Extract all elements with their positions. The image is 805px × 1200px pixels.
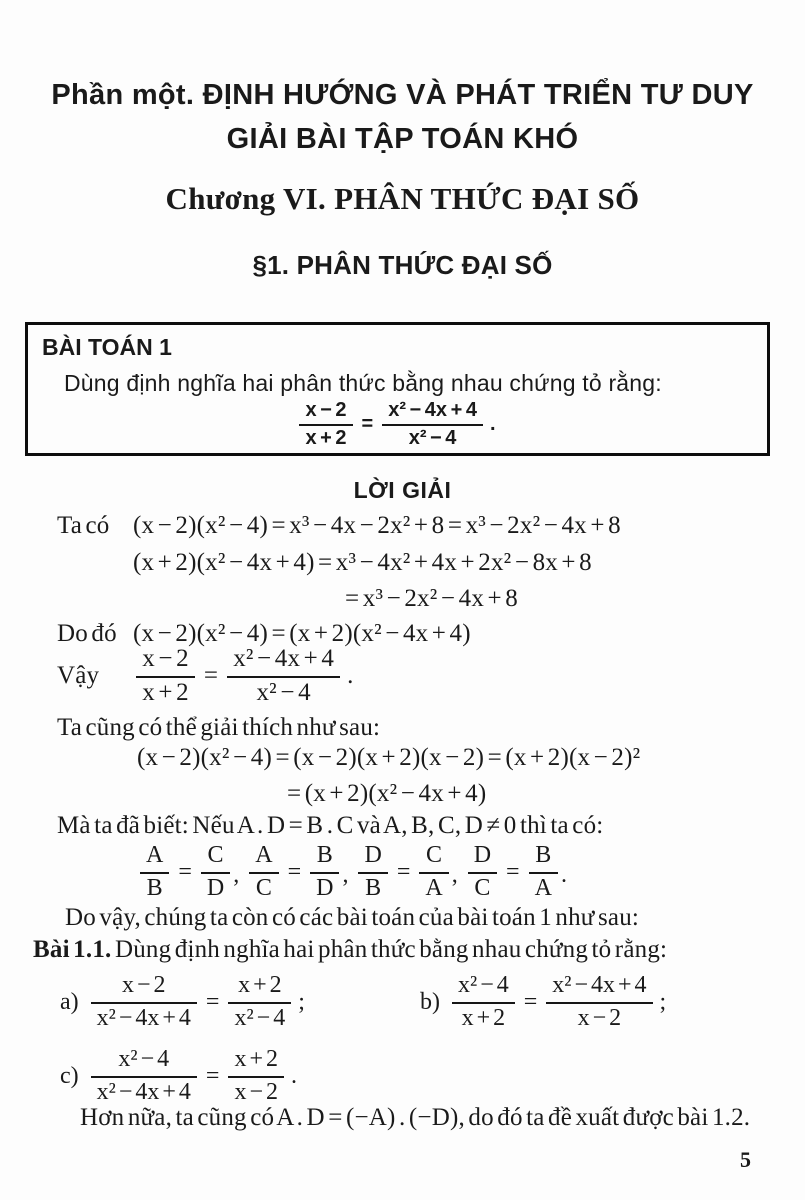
problem-box <box>25 322 770 456</box>
problem-box-title: BÀI TOÁN 1 <box>42 334 172 360</box>
fraction-numerator: x² − 4x + 4 <box>546 972 652 1004</box>
fraction <box>310 842 339 902</box>
fraction-numerator: x − 2 <box>299 399 352 426</box>
exercise-1-1-line <box>33 936 667 964</box>
solution-line8: = (x + 2)(x² − 4x + 4) <box>287 780 487 807</box>
solution-line2: (x + 2)(x² − 4x + 4) = x³ − 4x² + 4x + 2x² − 8x + 8 <box>133 549 592 576</box>
solution-label-taco: Ta có <box>57 512 110 539</box>
solution-line1: (x − 2)(x² − 4) = x³ − 4x − 2x² + 8 = x³ − 2x² − 4x + 8 <box>133 512 621 539</box>
fraction-denominator: A <box>425 874 443 901</box>
fraction-numerator: x² − 4x + 4 <box>227 645 340 678</box>
equals-sign: = <box>523 988 538 1015</box>
solution-line6: Ta cũng có thể giải thích như sau: <box>57 714 381 741</box>
fraction-denominator: x² − 4 <box>256 678 311 706</box>
exercise-label: Bài 1.1. <box>33 936 112 963</box>
fraction-numerator: D <box>358 842 387 874</box>
part-label: b) <box>420 988 440 1015</box>
fraction-numerator: C <box>201 842 230 874</box>
fraction <box>140 842 169 902</box>
fraction-lhs <box>299 399 352 450</box>
fraction-denominator: D <box>316 874 334 901</box>
solution-line9: Mà ta đã biết: Nếu A . D = B . C và A, B, C, D ≠ 0 thì ta có: <box>57 812 604 839</box>
equals-sign: = <box>205 1062 220 1089</box>
equals-sign: = <box>203 662 219 689</box>
solution-label-dodo: Do đó <box>57 620 117 647</box>
exercise-part-c <box>60 1040 297 1112</box>
punctuation: , <box>342 861 349 888</box>
fraction-numerator: A <box>140 842 169 874</box>
punctuation: ; <box>659 988 667 1015</box>
fraction-lhs <box>452 972 515 1032</box>
fraction-denominator: x − 2 <box>577 1004 622 1031</box>
fraction-lhs <box>91 1046 197 1106</box>
problem-equation <box>28 399 767 450</box>
punctuation: , <box>233 861 240 888</box>
fraction-numerator: B <box>310 842 339 874</box>
fraction-numerator: x + 2 <box>228 1046 284 1078</box>
fraction-denominator: C <box>255 874 272 901</box>
punctuation: . <box>489 413 496 435</box>
fraction-numerator: x² − 4x + 4 <box>382 399 483 426</box>
fraction-lhs <box>91 972 197 1032</box>
fraction-denominator: x − 2 <box>234 1078 279 1105</box>
fraction-numerator: x² − 4 <box>452 972 515 1004</box>
exercise-statement: Dùng định nghĩa hai phân thức bằng nhau chứng tỏ rằng: <box>114 936 668 963</box>
exercise-footnote: Hơn nữa, ta cũng có A . D = (−A) . (−D), do đó ta đề xuất được bài 1.2. <box>80 1104 751 1131</box>
fraction <box>529 842 558 902</box>
solution-line3: = x³ − 2x² − 4x + 8 <box>345 585 518 612</box>
exercise-part-b <box>420 966 666 1038</box>
equals-sign: = <box>178 858 192 885</box>
problem-statement: Dùng định nghĩa hai phân thức bằng nhau chứng tỏ rằng: <box>64 370 662 396</box>
fraction-denominator: B <box>365 874 382 901</box>
fraction-rhs <box>227 645 340 708</box>
fraction-numerator: x − 2 <box>91 972 197 1004</box>
equals-sign: = <box>506 858 520 885</box>
equals-sign: = <box>396 858 411 885</box>
exercise-part-a <box>60 966 305 1038</box>
fraction-rhs <box>228 1046 284 1106</box>
fraction-denominator: x² − 4 <box>234 1004 286 1031</box>
chapter-heading: Chương VI. PHÂN THỨC ĐẠI SỐ <box>165 181 640 216</box>
solution-line10: Do vậy, chúng ta còn có các bài toán của bài toán 1 như sau: <box>65 904 640 931</box>
fraction-denominator: x² − 4x + 4 <box>96 1004 191 1031</box>
fraction <box>201 842 230 902</box>
fraction-numerator: x − 2 <box>136 645 195 678</box>
fraction-denominator: C <box>474 874 491 901</box>
equals-sign: = <box>361 413 374 435</box>
fraction-denominator: x + 2 <box>461 1004 506 1031</box>
fraction-rhs <box>546 972 652 1032</box>
fraction-numerator: C <box>419 842 448 874</box>
solution-conclusion-row <box>57 645 354 707</box>
page-number: 5 <box>740 1147 751 1172</box>
section-heading: §1. PHÂN THỨC ĐẠI SỐ <box>252 250 553 280</box>
punctuation: , <box>451 861 458 888</box>
fraction <box>419 842 448 902</box>
part-heading-line2: GIẢI BÀI TẬP TOÁN KHÓ <box>226 123 579 155</box>
solution-heading: LỜI GIẢI <box>353 477 452 503</box>
fraction-denominator: x² − 4 <box>408 427 457 449</box>
fraction-denominator: A <box>534 874 552 901</box>
identities-row <box>140 843 577 901</box>
equals-sign: = <box>287 858 302 885</box>
solution-label-vay: Vậy <box>57 662 100 689</box>
fraction-denominator: B <box>146 874 163 901</box>
part-label: a) <box>60 988 79 1015</box>
fraction <box>468 842 497 902</box>
fraction-numerator: B <box>529 842 558 874</box>
fraction-denominator: x + 2 <box>305 427 347 449</box>
fraction <box>358 842 387 902</box>
fraction-numerator: x² − 4 <box>91 1046 197 1078</box>
punctuation: ; <box>298 988 305 1015</box>
punctuation: . <box>291 1062 298 1089</box>
fraction-rhs <box>228 972 291 1032</box>
punctuation: . <box>560 861 567 888</box>
part-label: c) <box>60 1062 79 1089</box>
part-heading-line1: Phần một. ĐỊNH HƯỚNG VÀ PHÁT TRIỂN TƯ DUY <box>51 79 754 111</box>
fraction-lhs <box>136 645 195 708</box>
fraction-denominator: x + 2 <box>142 678 189 706</box>
fraction-rhs <box>382 399 483 450</box>
solution-line4: (x − 2)(x² − 4) = (x + 2)(x² − 4x + 4) <box>133 620 471 647</box>
fraction <box>249 842 278 902</box>
punctuation: . <box>347 662 354 689</box>
fraction-numerator: x + 2 <box>228 972 291 1004</box>
equals-sign: = <box>205 988 220 1015</box>
fraction-denominator: x² − 4x + 4 <box>96 1078 191 1105</box>
fraction-numerator: D <box>468 842 497 874</box>
fraction-denominator: D <box>206 874 225 901</box>
fraction-numerator: A <box>249 842 278 874</box>
solution-line7: (x − 2)(x² − 4) = (x − 2)(x + 2)(x − 2) = (x + 2)(x − 2)² <box>137 744 641 771</box>
